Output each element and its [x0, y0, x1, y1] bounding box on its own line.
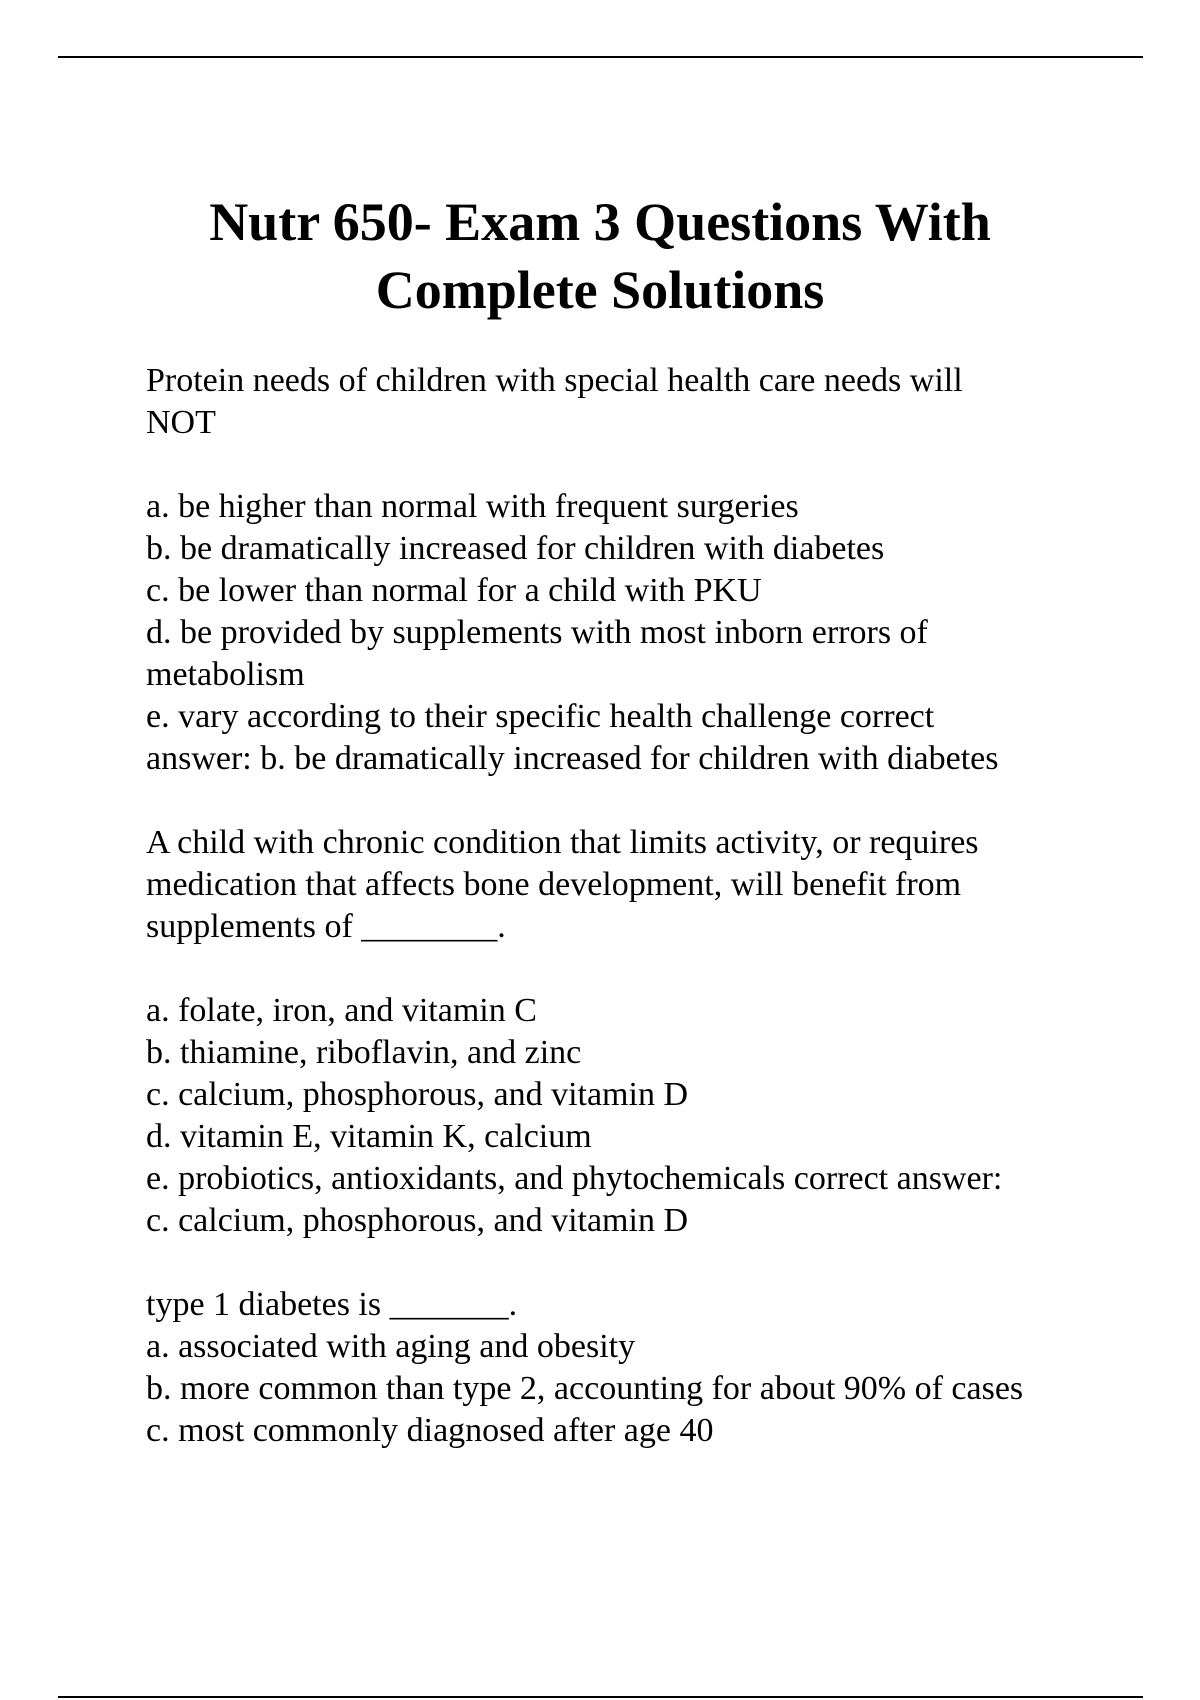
bottom-rule: [58, 1696, 1143, 1698]
answer-option: c. calcium, phosphorous, and vitamin D: [146, 1076, 689, 1113]
answer-option: b. more common than type 2, accounting for about 90% of cases: [146, 1370, 1024, 1407]
question-1: [146, 360, 1146, 780]
title-line: Complete Solutions: [375, 260, 825, 320]
top-rule: [58, 56, 1143, 58]
answer-option: e. probiotics, antioxidants, and phytochemicals correct answer:: [146, 1160, 1003, 1197]
question-stem-line: supplements of ________.: [146, 908, 506, 945]
question-stem-line: type 1 diabetes is _______.: [146, 1286, 518, 1323]
answer-option: a. be higher than normal with frequent surgeries: [146, 488, 799, 525]
question-stem-line: Protein needs of children with special health care needs will: [146, 362, 963, 399]
answer-option: d. vitamin E, vitamin K, calcium: [146, 1118, 592, 1155]
answer-option: b. thiamine, riboflavin, and zinc: [146, 1034, 582, 1071]
document-body: [146, 360, 1146, 1452]
correct-answer: c. calcium, phosphorous, and vitamin D: [146, 1202, 689, 1239]
question-3: [146, 1284, 1146, 1452]
correct-answer: answer: b. be dramatically increased for children with diabetes: [146, 740, 999, 777]
answer-option: a. folate, iron, and vitamin C: [146, 992, 537, 1029]
question-stem-line: medication that affects bone development, will benefit from: [146, 866, 962, 903]
answer-option: e. vary according to their specific health challenge correct: [146, 698, 935, 735]
answer-option: c. most commonly diagnosed after age 40: [146, 1412, 714, 1449]
question-stem-line: A child with chronic condition that limits activity, or requires: [146, 824, 979, 861]
question-2: [146, 822, 1146, 1242]
title-line: Nutr 650- Exam 3 Questions With: [209, 192, 991, 252]
question-stem-line: NOT: [146, 404, 216, 441]
answer-option: a. associated with aging and obesity: [146, 1328, 636, 1365]
answer-option: c. be lower than normal for a child with PKU: [146, 572, 762, 609]
answer-option: b. be dramatically increased for children with diabetes: [146, 530, 885, 567]
answer-option: metabolism: [146, 656, 305, 693]
answer-option: d. be provided by supplements with most inborn errors of: [146, 614, 928, 651]
document-title: [100, 188, 1100, 324]
